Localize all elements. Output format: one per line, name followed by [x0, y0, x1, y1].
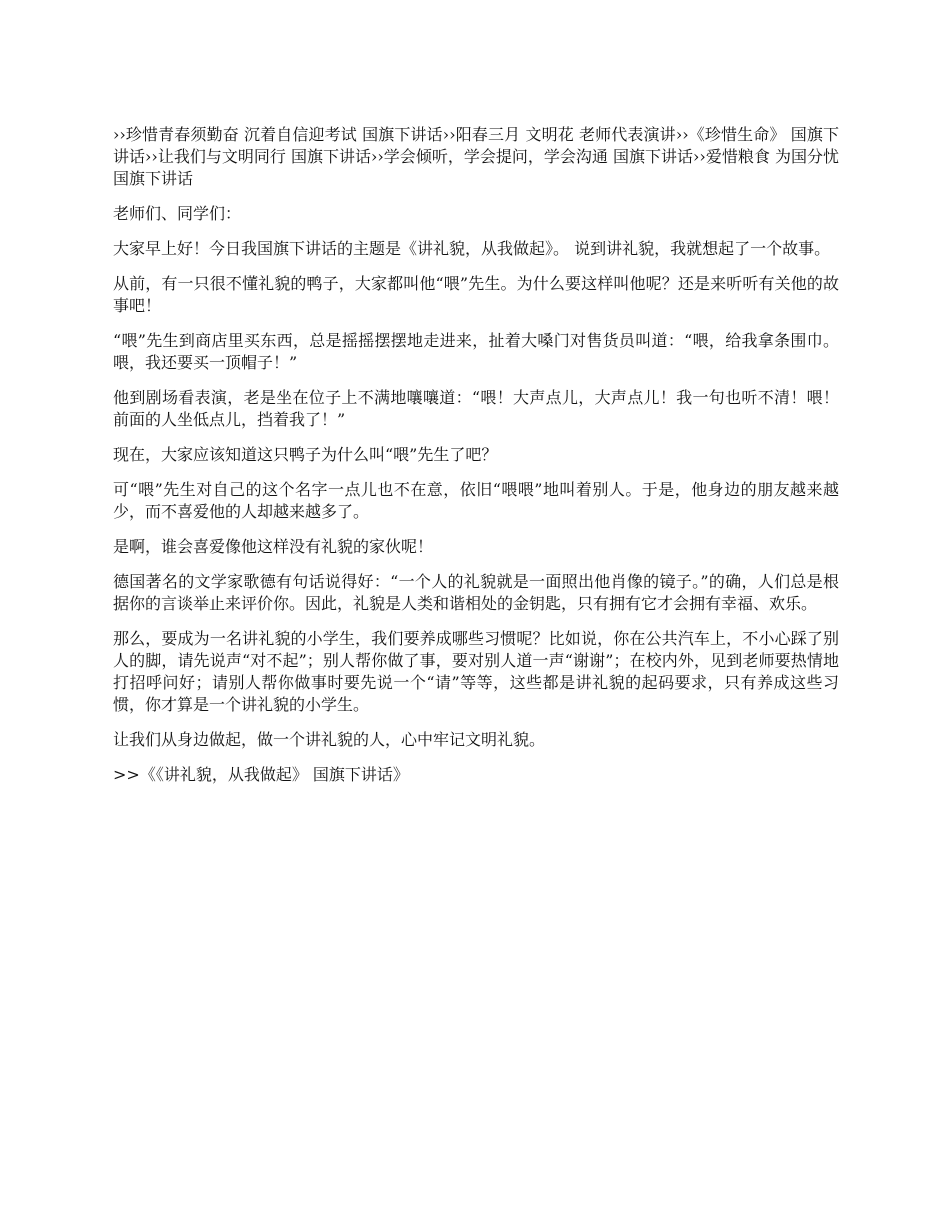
related-link-4[interactable]: 让我们与文明同行 国旗下讲话: [157, 147, 371, 166]
related-links: [113, 124, 839, 190]
body-paragraph: 他到剧场看表演，老是坐在位子上不满地嚷嚷道：“喂！大声点儿，大声点儿！我一句也听不清！喂！前面的人坐低点儿，挡着我了！”: [113, 388, 839, 429]
greeting: 老师们、同学们：: [113, 204, 242, 223]
related-link-sep: ››: [371, 147, 384, 166]
body-paragraph: 可“喂”先生对自己的这个名字一点儿也不在意，依旧“喂喂”地叫着别人。于是，他身边的朋友越来越少，而不喜爱他的人却越来越多了。: [113, 480, 839, 521]
body-paragraph: 让我们从身边做起，做一个讲礼貌的人，心中牢记文明礼貌。: [113, 730, 546, 749]
footer-link-row: [113, 764, 839, 786]
related-link-5[interactable]: 学会倾听，学会提问，学会沟通 国旗下讲话: [383, 147, 694, 166]
body-paragraph: 那么，要成为一名讲礼貌的小学生，我们要养成哪些习惯呢？比如说，你在公共汽车上，不小心踩了别人的脚，请先说声“对不起”；别人帮你做了事，要对别人道一声“谢谢”；在校内外，见到老师要热情地打招呼问好；请别人帮你做事时要先说一个“请”等等，这些都是讲礼貌的起码要求，只有养成这些习惯，你才算是一个讲礼貌的小学生。: [113, 629, 839, 714]
related-link-sep: ››: [442, 125, 456, 144]
related-link-2[interactable]: 阳春三月 文明花 老师代表演讲: [455, 125, 676, 144]
related-link-1[interactable]: 珍惜青春须勤奋 沉着自信迎考试 国旗下讲话: [125, 125, 443, 144]
body-paragraph: 从前，有一只很不懂礼貌的鸭子，大家都叫他“喂”先生。为什么要这样叫他呢？还是来听听有关他的故事吧！: [113, 274, 839, 315]
footer-prefix: >>: [113, 765, 140, 784]
related-link-3[interactable]: 《珍惜生命》 国旗下讲话: [113, 125, 839, 166]
body-paragraph: 现在，大家应该知道这只鸭子为什么叫“喂”先生了吧？: [113, 445, 498, 464]
related-link-sep: ››: [145, 147, 158, 166]
body-paragraph: 德国著名的文学家歌德有句话说得好：“一个人的礼貌就是一面照出他肖像的镜子。”的确，人们总是根据你的言谈举止来评价你。因此，礼貌是人类和谐相处的金钥匙，只有拥有它才会拥有幸福、欢乐。: [113, 572, 839, 613]
body-paragraph: 是啊，谁会喜爱像他这样没有礼貌的家伙呢！: [113, 537, 434, 556]
related-link-sep: ››: [113, 125, 126, 144]
body-paragraph: 大家早上好！今日我国旗下讲话的主题是《讲礼貌，从我做起》。 说到讲礼貌，我就想起了一个故事。: [113, 239, 831, 258]
body-paragraph: “喂”先生到商店里买东西，总是摇摇摆摆地走进来，扯着大嗓门对售货员叫道：“喂，给我拿条围巾。喂，我还要买一顶帽子！”: [113, 331, 839, 372]
related-link-sep: ››: [675, 125, 689, 144]
related-link-6[interactable]: 爱惜粮食 为国分忧 国旗下讲话: [113, 147, 839, 188]
footer-article-link[interactable]: 《《讲礼貌，从我做起》 国旗下讲话》: [139, 765, 409, 784]
document-page: [113, 124, 839, 799]
related-link-sep: ››: [693, 147, 706, 166]
